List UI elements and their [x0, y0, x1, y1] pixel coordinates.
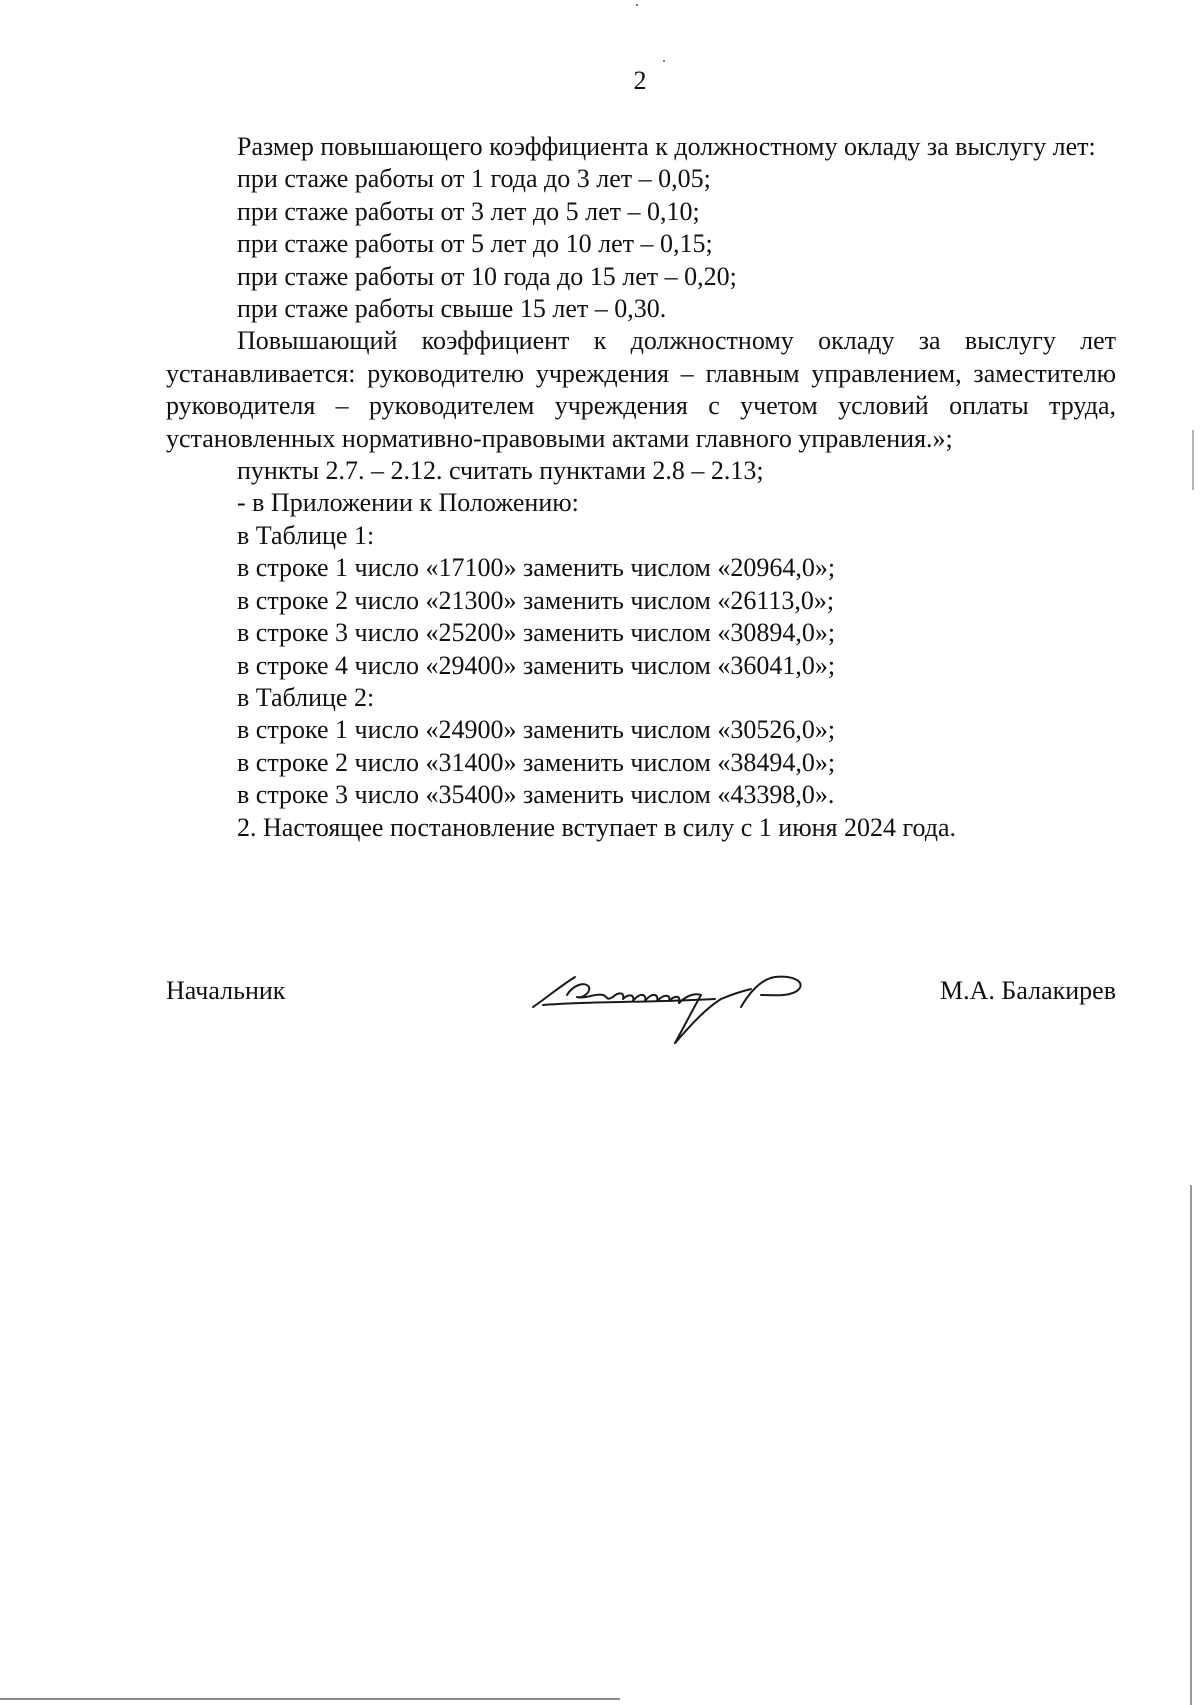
scan-edge-mark	[1192, 430, 1194, 490]
table2-item: в строке 1 число «24900» заменить числом «30526,0»;	[237, 715, 836, 745]
coefficient-item: при стаже работы от 5 лет до 10 лет – 0,15;	[237, 229, 713, 259]
signatory-title: Начальник	[166, 976, 286, 1005]
coefficient-intro: Размер повышающего коэффициента к должностному окладу за выслугу лет:	[237, 132, 1096, 161]
handwritten-signature	[525, 965, 825, 1045]
scan-speck	[636, 4, 638, 6]
table2-label: в Таблице 2:	[237, 682, 375, 712]
table1-label: в Таблице 1:	[237, 520, 375, 550]
table1-item: в строке 1 число «17100» заменить числом «20964,0»;	[237, 553, 836, 583]
appendix-clause: - в Приложении к Положению:	[237, 488, 579, 518]
coefficient-item: при стаже работы от 10 года до 15 лет – 0,20;	[237, 261, 737, 291]
scan-edge-mark	[0, 1698, 620, 1700]
coefficient-item: при стаже работы от 1 года до 3 лет – 0,05;	[237, 164, 711, 194]
table1-item: в строке 4 число «29400» заменить числом «36041,0»;	[237, 650, 836, 680]
document-body	[166, 131, 1116, 844]
coefficient-item: при стаже работы от 3 лет до 5 лет – 0,10;	[237, 196, 700, 226]
scan-speck	[663, 60, 665, 62]
coefficient-rule: Повышающий коэффициент к должностному окладу за выслугу лет устанавливается: руководителю учреждения – главным управлением, заместителю руководителя – руководителем учреждения с учетом условий оплаты труда, установленных нормативно-правовыми актами главного управления.»;	[166, 326, 1116, 453]
table1-item: в строке 2 число «21300» заменить числом «26113,0»;	[237, 585, 835, 615]
coefficient-item: при стаже работы свыше 15 лет – 0,30.	[237, 294, 667, 324]
table2-item: в строке 2 число «31400» заменить числом «38494,0»;	[237, 747, 836, 777]
table1-item: в строке 3 число «25200» заменить числом «30894,0»;	[237, 618, 836, 648]
table2-item: в строке 3 число «35400» заменить числом «43398,0».	[237, 780, 835, 810]
renumber-clause: пункты 2.7. – 2.12. считать пунктами 2.8 – 2.13;	[237, 456, 764, 486]
effective-date-clause: 2. Настоящее постановление вступает в силу с 1 июня 2024 года.	[237, 812, 957, 842]
page-number: 2	[633, 66, 647, 95]
scan-edge-mark	[1190, 1185, 1192, 1705]
signatory-name: М.А. Балакирев	[940, 976, 1116, 1005]
